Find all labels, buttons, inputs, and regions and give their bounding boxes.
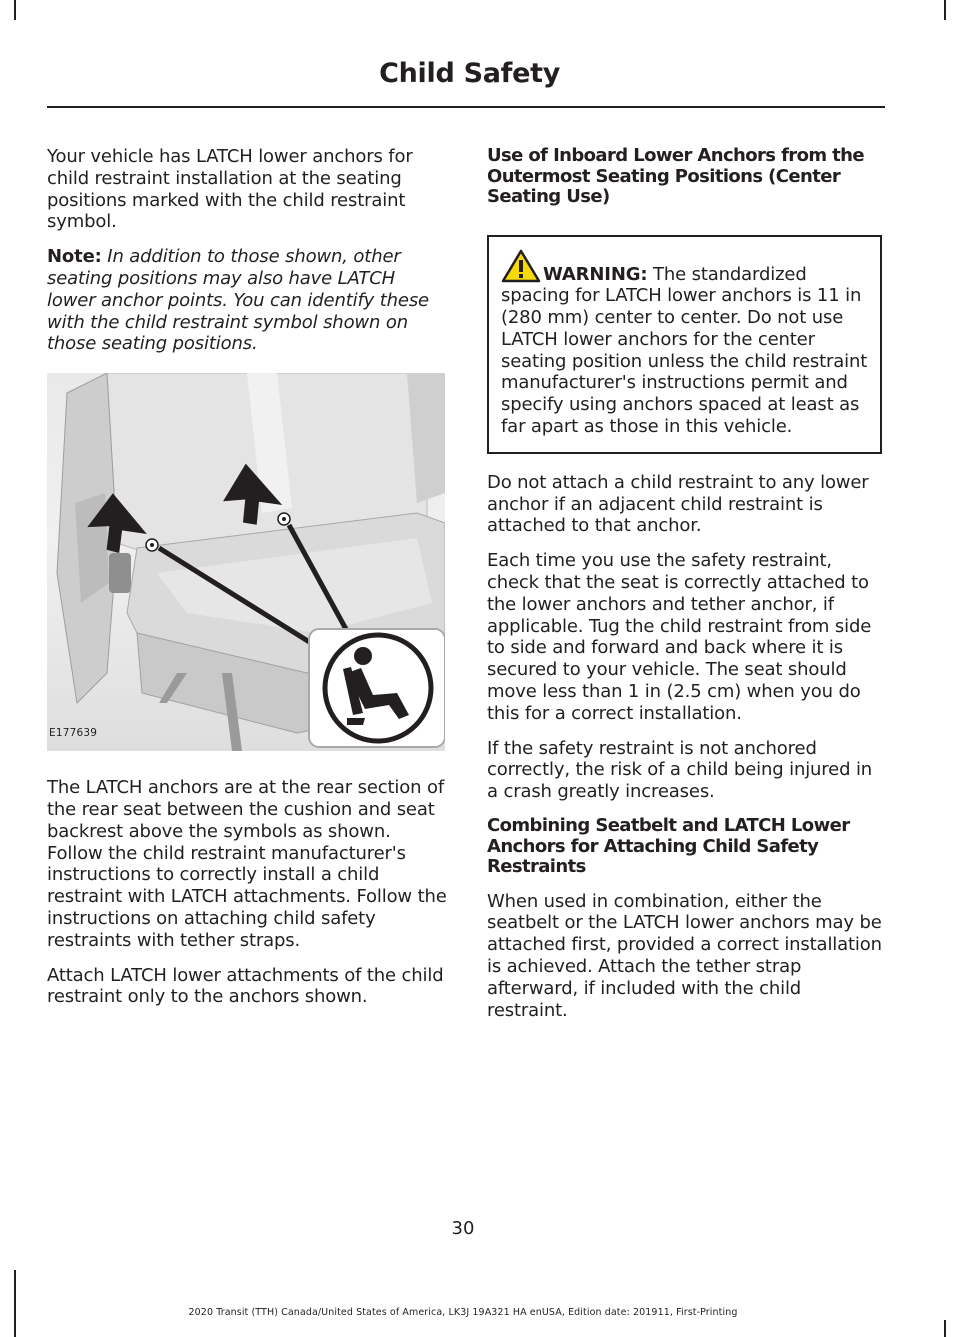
child-restraint-icon [309, 629, 445, 747]
adjacent-restraint-paragraph: Do not attach a child restraint to any lower anchor if an adjacent child restraint is attached to that anchor. [487, 471, 869, 537]
intro-paragraph: Your vehicle has LATCH lower anchors for child restraint installation at the seating positions marked with the child restraint symbol. [47, 146, 413, 233]
note-text: In addition to those shown, other seating positions may also have LATCH lower anchor points. You can identify these with the child restraint symbol shown on those seating positions. [47, 246, 429, 355]
warning-triangle-icon [501, 249, 541, 289]
note-label: Note: [47, 246, 102, 268]
title-divider [47, 106, 885, 108]
seat-illustration [47, 373, 445, 751]
attach-paragraph: Attach LATCH lower attachments of the child restraint only to the anchors shown. [47, 964, 444, 1008]
crop-mark [944, 0, 946, 20]
left-column [47, 146, 449, 1021]
page-number: 30 [451, 1218, 475, 1239]
crop-mark [14, 0, 16, 20]
warning-text: The standardized spacing for LATCH lower anchors is 11 in (280 mm) center to center. Do not use LATCH lower anchors for the center seating position unless the child restraint manufacturer's instructions permit and specify using anchors spaced at least as far apart as those in this vehicle. [501, 263, 868, 438]
risk-paragraph: If the safety restraint is not anchored correctly, the risk of a child being injured in a crash greatly increases. [487, 737, 873, 803]
anchors-paragraph: The LATCH anchors are at the rear section of the rear seat between the cushion and seat backrest above the symbols as shown. Follow the child restraint manufacturer's instructions to correctly install a child restraint with LATCH attachments. Follow the instructions on attaching child safety restraints with tether straps. [47, 777, 447, 951]
warning-label: WARNING: [543, 263, 648, 285]
crop-mark [14, 1270, 16, 1337]
page-title: Child Safety [379, 58, 560, 89]
warning-paragraph [501, 264, 872, 438]
combination-paragraph: When used in combination, either the seatbelt or the LATCH lower anchors may be attached first, provided a correct installation is achieved. Attach the tether strap afterward, if included with the child restraint. [487, 890, 882, 1021]
tug-test-paragraph: Each time you use the safety restraint, check that the seat is correctly attached to the lower anchors and tether anchor, if applicable. Tug the child restraint from side to side and forward and back where it is secured to your vehicle. The seat should move less than 1 in (2.5 cm) when you do this for a correct installation. [487, 550, 872, 724]
section-heading-combining: Combining Seatbelt and LATCH Lower Anchors for Attaching Child Safety Restraints [487, 815, 850, 878]
right-column [487, 146, 882, 1034]
crop-mark [944, 1320, 946, 1337]
latch-anchor-figure [47, 373, 445, 751]
note-paragraph [47, 246, 449, 355]
warning-box [487, 235, 882, 454]
section-heading-inboard-anchors: Use of Inboard Lower Anchors from the Outermost Seating Positions (Center Seating Use) [487, 145, 864, 207]
figure-id: E177639 [49, 727, 98, 740]
footer-edition-info: 2020 Transit (TTH) Canada/United States of America, LK3J 19A321 HA enUSA, Edition date: 201911, First-Printing [188, 1307, 738, 1318]
